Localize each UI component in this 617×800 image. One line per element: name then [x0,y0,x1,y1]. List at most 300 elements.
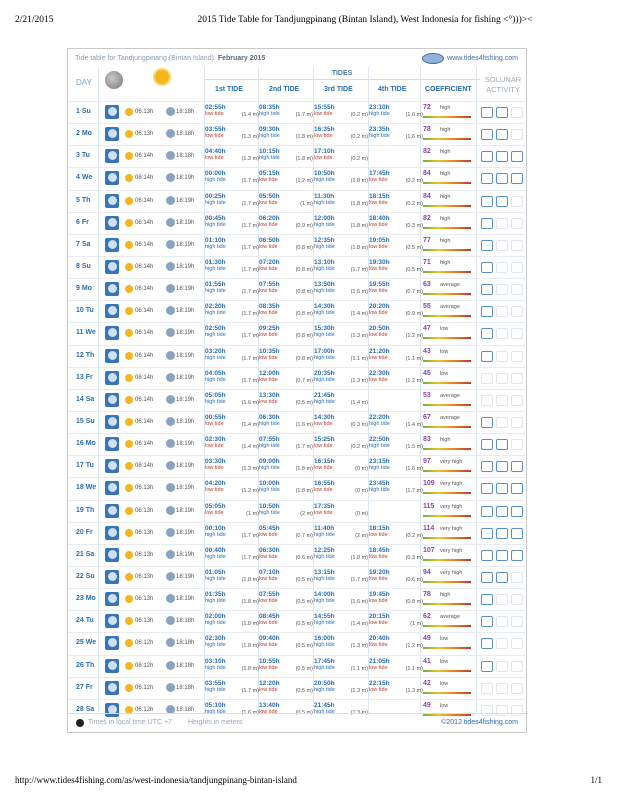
moon-phase-icon [105,216,119,230]
tide-time: 17:45h [314,657,335,665]
tide-height: (1.7 m) [241,355,259,362]
sunset-moon-icon [166,638,175,647]
tide-cell [259,503,313,516]
tide-cell [205,503,259,516]
tide-type: low tide [259,620,278,627]
moon-phase-icon [105,548,119,562]
sunrise-icon [125,639,133,647]
tide-height: (1.5 m) [405,444,423,451]
tide-type: low tide [259,575,278,582]
tide-type: high tide [369,465,390,472]
tide-height: (1.8 m) [295,156,313,163]
tide-cell [314,414,368,427]
tide-height: (0.6 m) [405,576,423,583]
tide-time: 05:05h [205,391,226,399]
sunrise-icon [125,329,133,337]
tide-height: (0.2 m) [405,532,423,539]
tide-height: (1.1 m) [350,665,368,672]
sunrise-icon [125,551,133,559]
tide-cell [314,458,368,471]
tide-height: (1.2 m) [405,333,423,340]
tide-cell [259,414,313,427]
fish-icon [496,107,508,118]
solunar-rating [481,395,523,406]
tide-height: (0.5 m) [295,687,313,694]
tide-height: (1.3 m) [405,687,423,694]
fish-icon [481,483,493,494]
tide-time: 16:35h [314,126,335,134]
tide-type: high tide [205,243,226,250]
sunset-time: 18:19h [176,286,195,293]
tide-cell [314,635,368,648]
coefficient-label: average [440,392,460,399]
sunset-moon-icon [166,240,175,249]
tide-cell [259,680,313,693]
day-label: 11 We [76,329,96,337]
tide-height: (1.8 m) [241,621,259,628]
tide-time: 03:20h [205,347,226,355]
tide-time: 12:35h [314,236,335,244]
moon-phase-icon [105,570,119,584]
sunrise-icon [125,440,133,448]
tide-cell [259,259,313,272]
heights-note: Heights in meters [188,719,243,726]
tide-time: 21:45h [314,701,335,709]
tide-height: (0.7 m) [295,532,313,539]
tide-type: high tide [205,177,226,184]
tide-type: low tide [205,155,224,162]
sunrise-time: 06:14h [135,330,154,337]
brand-link[interactable]: www.tides4fishing.com [422,53,518,64]
fish-icon [496,218,508,229]
tide-time: 10:15h [259,148,280,156]
fish-icon [496,483,508,494]
fish-icon [481,107,493,118]
fish-icon [511,528,523,539]
tide-col-4: 4th TIDE [378,86,407,93]
tide-height: (1.7 m) [241,687,259,694]
table-row [68,610,528,632]
sunrise-icon [125,285,133,293]
coefficient-bar [423,249,471,251]
table-row [68,101,528,123]
tide-col-1: 1st TIDE [215,86,244,93]
tide-time: 07:55h [259,436,280,444]
day-label: 5 Th [76,196,91,204]
sunset-moon-icon [166,417,175,426]
tide-time: 00:00h [205,170,226,178]
tide-time: 16:55h [314,480,335,488]
day-label: 26 Th [76,661,95,669]
tide-cell [369,325,423,338]
tide-time: 16:15h [314,458,335,466]
tide-type: high tide [369,133,390,140]
tide-time: 02:30h [205,635,226,643]
tide-cell [314,148,368,161]
fish-icon [496,661,508,672]
tide-type: high tide [205,199,226,206]
fish-icon [496,351,508,362]
coefficient-value: 97 [423,458,431,466]
day-label: 25 We [76,639,97,647]
tide-type: high tide [314,553,335,560]
tide-time: 03:10h [205,657,226,665]
coefficient-label: low [440,702,449,709]
solunar-rating [481,683,523,694]
tide-height: (0.8 m) [295,333,313,340]
sunrise-time: 06:13h [135,529,154,536]
fish-icon [481,461,493,472]
moon-phase-icon [105,415,119,429]
coefficient-label: high [440,171,451,178]
tide-type: low tide [369,310,388,317]
tide-cell [259,104,313,117]
tide-type: low tide [369,664,388,671]
coefficient-label: low [440,348,449,355]
sunrise-time: 06:13h [135,596,154,603]
sunrise-icon [125,684,133,692]
day-label: 1 Su [76,108,91,115]
tide-cell [205,259,259,272]
solunar-rating [481,461,523,472]
coefficient-bar [423,603,471,605]
day-label: 10 Tu [76,307,94,315]
tide-type: high tide [314,686,335,693]
tide-type: high tide [314,664,335,671]
tide-height: (0 m) [355,510,368,517]
tide-time: 21:45h [314,391,335,399]
solunar-rating [481,151,523,162]
tides-header: TIDES [204,70,480,80]
tide-time: 14:30h [314,303,335,311]
tide-type: high tide [259,465,280,472]
sunset-moon-icon [166,506,175,515]
tide-height: (0.3 m) [405,222,423,229]
tide-height: (1.3 m) [241,134,259,141]
tide-time: 08:35h [259,303,280,311]
fish-icon [511,196,523,207]
tide-cell [205,170,259,183]
tide-time: 05:15h [259,170,280,178]
tide-time: 00:25h [205,192,226,200]
table-row [68,190,528,212]
sunrise-time: 06:14h [135,219,154,226]
tide-type: low tide [369,598,388,605]
table-row [68,345,528,367]
tide-type: low tide [259,288,278,295]
tide-time: 03:55h [205,679,226,687]
tide-time: 03:30h [205,458,226,466]
print-date: 2/21/2015 [15,15,54,25]
table-header [68,65,528,101]
tide-height: (1.7 m) [350,576,368,583]
fish-icon [511,572,523,583]
coefficient-bar [423,426,471,428]
tide-type: low tide [314,420,333,427]
tide-type: low tide [259,310,278,317]
sunrise-icon [125,241,133,249]
table-row [68,477,528,499]
print-url: http://www.tides4fishing.com/as/west-indonesia/tandjungpinang-bintan-island [15,775,297,785]
tide-type: high tide [314,243,335,250]
coefficient-bar [423,382,471,384]
day-label: 13 Fr [76,373,93,381]
coefficient-label: average [440,614,460,621]
fish-icon [511,506,523,517]
tide-type: high tide [314,265,335,272]
tide-time: 05:45h [259,524,280,532]
tide-time: 02:00h [205,613,226,621]
solunar-rating [481,417,523,428]
fish-icon [481,594,493,605]
fish-icon [496,417,508,428]
moon-phase-icon [105,304,119,318]
fish-icon [496,439,508,450]
sunset-moon-icon [166,284,175,293]
tide-time: 09:25h [259,325,280,333]
tide-height: (1.6 m) [350,599,368,606]
coefficient-value: 49 [423,635,431,643]
tide-type: high tide [205,575,226,582]
fish-icon [481,572,493,583]
coefficient-value: 45 [423,369,431,377]
sunrise-icon [125,529,133,537]
tide-time: 19:20h [369,568,390,576]
tide-time: 07:55h [259,591,280,599]
sunset-moon-icon [166,351,175,360]
sunrise-icon [125,396,133,404]
fish-icon [481,240,493,251]
tide-time: 01:30h [205,258,226,266]
tide-height: (1.6 m) [295,421,313,428]
tide-time: 19:45h [369,591,390,599]
day-label: 22 Su [76,572,95,580]
tide-height: (1 m) [246,510,259,517]
sunrise-time: 06:13h [135,507,154,514]
tide-time: 07:10h [259,568,280,576]
coefficient-label: high [440,215,451,222]
tide-cell [205,591,259,604]
fish-icon [511,461,523,472]
tide-type: high tide [205,221,226,228]
coefficient-label: high [440,105,451,111]
coefficient-value: 63 [423,281,431,289]
tide-type: high tide [205,553,226,560]
tide-cell [259,237,313,250]
tide-type: low tide [259,243,278,250]
tide-cell [369,591,423,604]
sunset-time: 18:19h [176,507,195,514]
tide-type: high tide [205,354,226,361]
table-row [68,566,528,588]
sunset-time: 18:19h [176,197,195,204]
tide-time: 06:50h [259,236,280,244]
coefficient-bar [423,470,471,472]
tide-time: 17:00h [314,347,335,355]
sunrise-time: 06:14h [135,418,154,425]
fish-icon [496,683,508,694]
tide-type: high tide [205,642,226,649]
coefficient-label: low [440,636,449,643]
sunset-moon-icon [166,151,175,160]
sunset-moon-icon [166,107,175,116]
fish-icon [496,461,508,472]
tide-cell [205,281,259,294]
sunrise-time: 06:12h [135,684,154,691]
tide-type: high tide [314,177,335,184]
tide-time: 02:30h [205,436,226,444]
moon-icon [105,71,123,89]
solunar-rating [481,262,523,273]
coefficient-bar [423,160,471,162]
sunrise-time: 06:14h [135,241,154,248]
tide-height: (1.8 m) [350,178,368,185]
tide-time: 13:10h [314,258,335,266]
sunset-time: 18:18h [176,684,195,691]
fish-icon [511,173,523,184]
tide-time: 14:55h [314,613,335,621]
tide-type: low tide [259,664,278,671]
day-header: DAY [76,78,92,87]
table-row [68,433,528,455]
tide-type: high tide [314,332,335,339]
tide-height: (0.8 m) [295,289,313,296]
tide-time: 06:20h [259,214,280,222]
tide-cell [205,237,259,250]
fish-icon [511,683,523,694]
sunset-moon-icon [166,528,175,537]
solunar-rating [481,373,523,384]
tide-cell [314,193,368,206]
day-label: 16 Mo [76,440,96,448]
sunrise-icon [125,617,133,625]
coefficient-label: low [440,370,449,377]
tide-cell [369,237,423,250]
fish-icon [496,284,508,295]
tide-time: 10:35h [259,347,280,355]
tide-cell [205,414,259,427]
tide-cell [369,303,423,316]
fish-icon [481,638,493,649]
tide-type: low tide [259,598,278,605]
fish-icon [481,616,493,627]
sunrise-icon [125,595,133,603]
tide-time: 21:20h [369,347,390,355]
tide-time: 18:15h [369,192,390,200]
fish-icon [481,528,493,539]
tide-height: (1.6 m) [405,134,423,141]
tide-type: high tide [314,398,335,405]
tide-cell [369,569,423,582]
tide-cell [314,525,368,538]
tide-type: high tide [259,133,280,140]
sunrise-time: 06:14h [135,374,154,381]
coefficient-bar [423,138,471,140]
moon-phase-icon [105,105,119,119]
sunset-moon-icon [166,218,175,227]
sunrise-time: 06:14h [135,153,154,160]
coefficient-bar [423,404,471,406]
table-row [68,145,528,167]
day-label: 8 Su [76,262,91,270]
tide-time: 20:20h [369,303,390,311]
tide-cell [259,281,313,294]
solunar-rating [481,284,523,295]
tide-height: (1.2 m) [405,377,423,384]
day-label: 9 Mo [76,285,92,293]
tide-cell [205,635,259,648]
coefficient-value: 53 [423,391,431,399]
fish-icon [511,151,523,162]
tide-type: low tide [369,376,388,383]
day-label: 24 Tu [76,617,94,625]
tide-type: low tide [369,642,388,649]
fish-icon [496,550,508,561]
coefficient-bar [423,670,471,672]
tide-time: 07:20h [259,258,280,266]
sunrise-icon [125,662,133,670]
sunrise-time: 06:13h [135,109,154,115]
tide-time: 00:40h [205,546,226,554]
coefficient-label: high [440,193,451,200]
tide-cell [314,480,368,493]
moon-phase-icon [105,171,119,185]
tide-time: 00:45h [205,214,226,222]
day-label: 4 We [76,174,93,182]
table-row [68,522,528,544]
solunar-rating [481,173,523,184]
tide-type: high tide [205,664,226,671]
tide-type: low tide [369,686,388,693]
tide-type: low tide [314,487,333,494]
tide-height: (1.1 m) [350,355,368,362]
tide-height: (0 m) [355,466,368,473]
tide-cell [205,658,259,671]
sunset-moon-icon [166,306,175,315]
tide-time: 09:40h [259,635,280,643]
coefficient-value: 67 [423,413,431,421]
tide-height: (1.8 m) [241,665,259,672]
tide-time: 22:20h [369,413,390,421]
tide-time: 17:45h [369,170,390,178]
tide-type: low tide [259,531,278,538]
tide-type: high tide [205,598,226,605]
tide-height: (1.8 m) [350,554,368,561]
day-label: 2 Mo [76,130,92,138]
tide-cell [259,170,313,183]
copyright[interactable]: ©2012 tides4fishing.com [441,719,518,726]
solunar-rating [481,661,523,672]
sunset-time: 18:19h [176,241,195,248]
tide-type: low tide [259,354,278,361]
coefficient-label: very high [440,459,463,466]
tide-time: 01:55h [205,281,226,289]
tide-height: (0.9 m) [295,222,313,229]
sunrise-icon [125,108,133,116]
tide-time: 05:50h [259,192,280,200]
fish-icon [511,351,523,362]
coefficient-bar [423,205,471,207]
moon-phase-icon [105,127,119,141]
sunset-time: 18:18h [176,618,195,625]
tide-height: (0.5 m) [295,665,313,672]
tide-type: high tide [205,398,226,405]
sunset-moon-icon [166,594,175,603]
tide-cell [314,348,368,361]
tide-height: (0.2 m) [405,200,423,207]
tide-type: low tide [314,509,333,516]
tide-type: low tide [259,553,278,560]
